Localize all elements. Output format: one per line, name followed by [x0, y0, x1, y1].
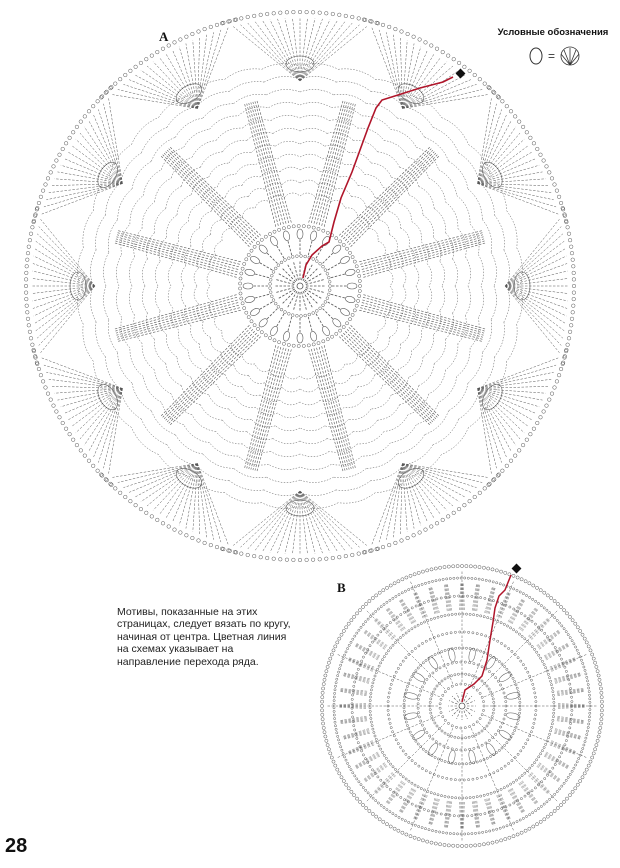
- page-number: 28: [5, 835, 28, 857]
- center-ring-b: [459, 703, 465, 709]
- picot-oval-icon: [530, 48, 542, 64]
- transition-line-b: [462, 575, 511, 702]
- legend-title: Условные обозначения: [497, 27, 609, 38]
- diagram-a-label: A: [159, 29, 169, 44]
- transition-line-a: [303, 77, 453, 278]
- diagram-b-label: B: [337, 580, 346, 595]
- doily-diagram-b: [300, 560, 620, 860]
- shell-stitch-icon: [561, 47, 579, 65]
- diagram-b-stitches: [320, 564, 603, 847]
- start-marker-a: [456, 69, 466, 79]
- instruction-note: Мотивы, показанные на этих страницах, следует вязать по кругу, начиная от центра. Цветная линия на схемах указывает на направление перехода ряда.: [117, 606, 291, 668]
- legend-equals: =: [548, 49, 556, 63]
- center-ring: [297, 283, 303, 289]
- legend-symbols: [523, 43, 583, 69]
- start-marker-b: [512, 564, 522, 574]
- diagram-a-stitches: [24, 10, 576, 562]
